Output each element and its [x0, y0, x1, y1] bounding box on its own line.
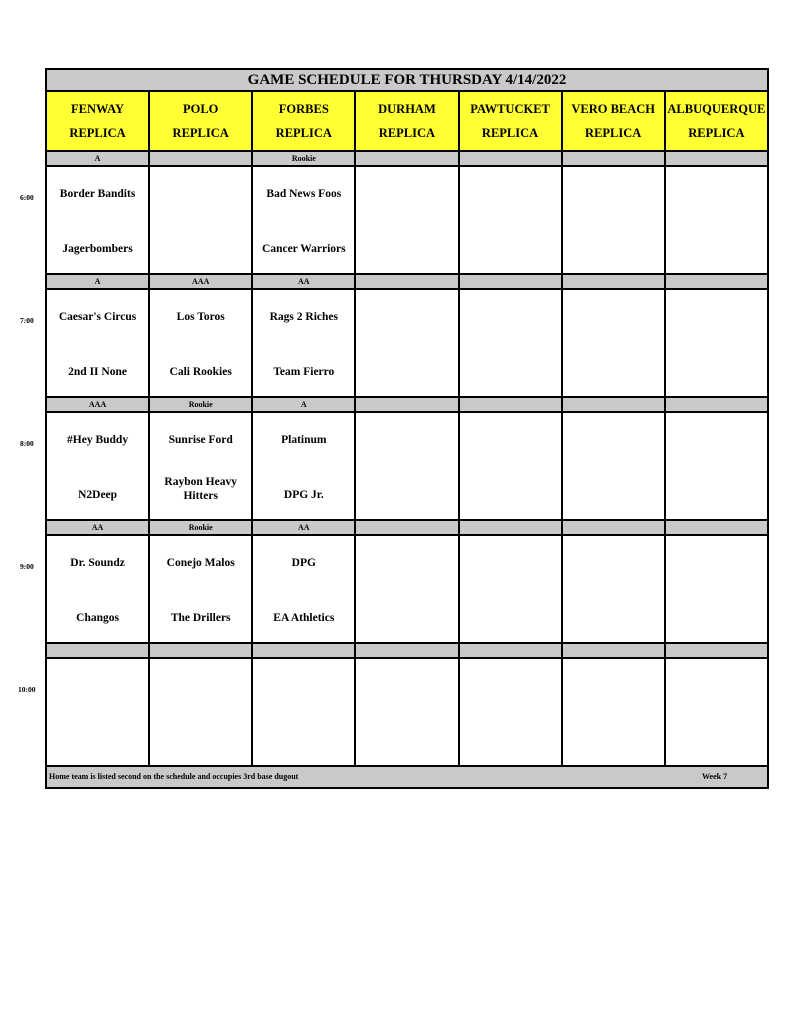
schedule-table [45, 68, 769, 789]
title-row [46, 69, 768, 91]
game-cell-vero-beach [562, 166, 665, 274]
division-label [562, 520, 665, 535]
division-label [665, 643, 768, 658]
division-row [46, 397, 768, 412]
division-label [459, 274, 562, 289]
game-cell-polo [149, 166, 252, 274]
footer-note: Home team is listed second on the schedule and occupies 3rd base dugout [49, 772, 299, 781]
division-label [665, 151, 768, 166]
game-cell-polo [149, 535, 252, 643]
game-cell-albuquerque [665, 412, 768, 520]
away-team: #Hey Buddy [67, 434, 129, 446]
division-label: AAA [46, 397, 149, 412]
game-cell-forbes [252, 166, 355, 274]
division-label [665, 274, 768, 289]
division-label: AA [46, 520, 149, 535]
game-slot-row [46, 658, 768, 766]
game-cell-durham [355, 166, 458, 274]
division-row [46, 274, 768, 289]
division-label: A [46, 274, 149, 289]
time-label: 8:00 [20, 439, 34, 448]
division-label [459, 397, 562, 412]
away-team: Caesar's Circus [58, 311, 137, 323]
game-cell-albuquerque [665, 289, 768, 397]
field-name: ALBUQUERQUE [667, 102, 766, 116]
game-cell-vero-beach [562, 412, 665, 520]
game-cell-polo [149, 658, 252, 766]
game-cell-durham [355, 412, 458, 520]
game-cell-vero-beach [562, 535, 665, 643]
footer-cell [46, 766, 768, 788]
field-header-fenway [46, 91, 149, 151]
footer-row [46, 766, 768, 788]
game-cell-vero-beach [562, 289, 665, 397]
division-label: Rookie [252, 151, 355, 166]
game-cell-durham [355, 535, 458, 643]
division-label [149, 643, 252, 658]
field-subtitle: REPLICA [275, 126, 332, 140]
away-team: Border Bandits [59, 188, 136, 200]
game-cell-pawtucket [459, 535, 562, 643]
home-team: Changos [76, 612, 119, 624]
game-cell-polo [149, 289, 252, 397]
field-header-durham [355, 91, 458, 151]
field-name: FORBES [278, 102, 329, 116]
time-label: 6:00 [20, 193, 34, 202]
field-header-vero-beach [562, 91, 665, 151]
field-subtitle: REPLICA [378, 126, 436, 140]
home-team: Raybon Heavy Hitters [164, 476, 237, 502]
division-label [562, 397, 665, 412]
division-label: A [46, 151, 149, 166]
division-label [459, 520, 562, 535]
division-label [665, 397, 768, 412]
away-team: DPG [291, 557, 316, 569]
game-slot-row [46, 166, 768, 274]
division-label [355, 397, 458, 412]
division-label [355, 274, 458, 289]
division-label [355, 520, 458, 535]
schedule-sheet [45, 68, 769, 810]
field-name: FENWAY [71, 102, 125, 116]
division-row [46, 520, 768, 535]
game-cell-vero-beach [562, 658, 665, 766]
game-cell-forbes [252, 412, 355, 520]
home-team: 2nd II None [68, 366, 127, 378]
game-cell-albuquerque [665, 166, 768, 274]
week-label: Week 7 [702, 772, 728, 781]
division-label [355, 643, 458, 658]
game-cell-forbes [252, 658, 355, 766]
division-label: AA [252, 274, 355, 289]
division-label: AAA [149, 274, 252, 289]
field-name: PAWTUCKET [470, 102, 550, 116]
field-header-forbes [252, 91, 355, 151]
game-cell-albuquerque [665, 535, 768, 643]
field-header-pawtucket [459, 91, 562, 151]
game-cell-pawtucket [459, 658, 562, 766]
game-cell-pawtucket [459, 412, 562, 520]
away-team: Bad News Foos [266, 188, 342, 200]
division-label [562, 643, 665, 658]
away-team: Rags 2 Riches [269, 311, 338, 323]
division-label [149, 151, 252, 166]
division-label: Rookie [149, 520, 252, 535]
away-team: Conejo Malos [166, 557, 235, 569]
division-label [562, 151, 665, 166]
home-team: Team Fierro [273, 366, 335, 378]
home-team: The Drillers [170, 612, 231, 624]
time-label: 7:00 [20, 316, 34, 325]
away-team: Platinum [281, 434, 327, 446]
schedule-title: GAME SCHEDULE FOR THURSDAY 4/14/2022 [46, 69, 768, 91]
game-cell-forbes [252, 535, 355, 643]
home-team: Cali Rookies [169, 366, 232, 378]
division-label [252, 643, 355, 658]
field-name: POLO [182, 102, 219, 116]
game-cell-durham [355, 289, 458, 397]
time-label: 10:00 [18, 685, 36, 694]
division-label: Rookie [149, 397, 252, 412]
game-slot-row [46, 412, 768, 520]
field-subtitle: REPLICA [172, 126, 229, 140]
game-cell-fenway [46, 535, 149, 643]
game-cell-fenway [46, 289, 149, 397]
game-cell-durham [355, 658, 458, 766]
away-team: Sunrise Ford [168, 434, 233, 446]
field-subtitle: REPLICA [481, 126, 539, 140]
game-cell-forbes [252, 289, 355, 397]
away-team: Dr. Soundz [70, 557, 125, 569]
field-header-row [46, 91, 768, 151]
home-team: Cancer Warriors [262, 243, 346, 255]
division-row [46, 643, 768, 658]
field-header-albuquerque [665, 91, 768, 151]
division-label: A [252, 397, 355, 412]
division-label [562, 274, 665, 289]
field-name: DURHAM [378, 102, 436, 116]
home-team: Jagerbombers [62, 243, 133, 255]
division-label [46, 643, 149, 658]
field-subtitle: REPLICA [585, 126, 642, 140]
home-team: EA Athletics [273, 612, 335, 624]
game-cell-pawtucket [459, 289, 562, 397]
division-label [459, 151, 562, 166]
division-label [459, 643, 562, 658]
game-cell-pawtucket [459, 166, 562, 274]
division-label [665, 520, 768, 535]
home-team: DPG Jr. [283, 489, 324, 501]
time-label: 9:00 [20, 562, 34, 571]
game-cell-polo [149, 412, 252, 520]
home-team: N2Deep [78, 489, 118, 501]
game-slot-row [46, 289, 768, 397]
division-label: AA [252, 520, 355, 535]
game-cell-albuquerque [665, 658, 768, 766]
division-row [46, 151, 768, 166]
division-label [355, 151, 458, 166]
away-team: Los Toros [176, 311, 225, 323]
field-subtitle: REPLICA [688, 126, 745, 140]
game-slot-row [46, 535, 768, 643]
field-header-polo [149, 91, 252, 151]
game-cell-fenway [46, 658, 149, 766]
game-cell-fenway [46, 412, 149, 520]
field-subtitle: REPLICA [69, 126, 126, 140]
field-name: VERO BEACH [571, 102, 656, 116]
game-cell-fenway [46, 166, 149, 274]
